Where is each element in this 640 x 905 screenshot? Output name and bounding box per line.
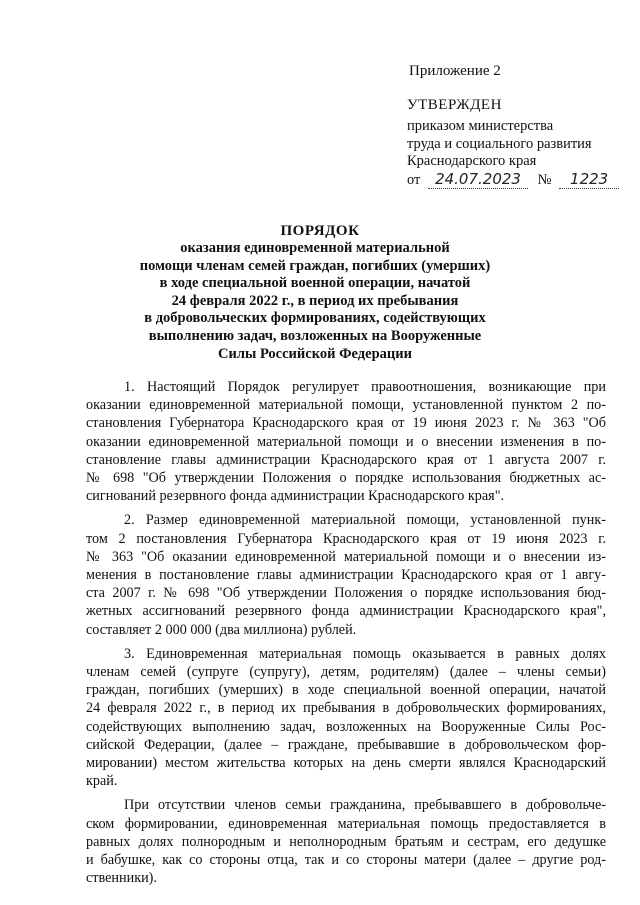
text-line: сигнований резервного фонда администрации Краснодарского края". [86,488,505,505]
text-line: жетных ассигнований резервного фонда администрации Краснодарского края", [86,603,606,620]
subtitle-line: 24 февраля 2022 г., в период их пребывания [171,292,459,309]
text-line: № 363 "Об оказании единовременной материальной помощи и о внесении из- [86,548,606,565]
text-line: равных долях полнородным и неполнородным братьям и сестрам, его дедушке [86,833,606,850]
paragraph-2 [86,511,606,638]
approved-line: труда и социального развития [407,135,592,152]
subtitle-line: выполнению задач, возложенных на Вооруженные [148,327,482,344]
text-line: 24 февраля 2022 г., в период их пребывания в добровольческих формированиях, [86,700,606,717]
text-line: ском формировании, единовременная материальная помощь предоставляется в [86,815,606,832]
text-line: ственники). [86,870,157,887]
handwritten-number: 1223 [559,170,619,189]
text-line: При отсутствии членов семьи гражданина, пребывавшего в добровольче- [124,797,606,814]
text-line: становления Губернатора Краснодарского края от 19 июня 2023 г. № 363 "Об [86,415,606,432]
document-subtitle [130,240,500,363]
subtitle-line: в ходе специальной военной операции, начатой [159,275,471,292]
text-line: сийской Федерации, (далее – граждане, пребывавшие в добровольческом фор- [86,736,606,753]
paragraph-1 [86,378,606,505]
text-line: становление главы администрации Краснодарского края от 1 августа 2007 г. [86,451,606,468]
handwritten-date: 24.07.2023 [428,170,528,189]
approved-line: Краснодарского края [407,153,537,169]
text-line: 1. Настоящий Порядок регулирует правоотношения, возникающие при [124,379,606,395]
subtitle-line: помощи членам семей граждан, погибших (умерших) [139,257,491,274]
text-line: край. [86,773,118,790]
text-line: и бабушке, как со стороны отца, так и со стороны матери (далее – другие род- [86,852,606,869]
text-line: мировании) местом жительства которых на день смерти являлся Краснодарский [86,755,606,772]
text-line: членам семей (супруге (супругу), детям, родителям) (далее – члены семьи) [86,664,606,681]
text-line: оказании единовременной материальной помощи и о внесении изменения в по- [86,433,606,450]
order-date-line [407,170,619,189]
text-line: ста 2007 г. № 698 "Об утверждении Положения о порядке использования бюд- [86,585,606,602]
subtitle-line: в добровольческих формированиях, содействующих [144,310,486,327]
appendix-label: Приложение 2 [409,63,501,79]
subtitle-line: Силы Российской Федерации [218,345,412,362]
subtitle-line: оказания единовременной материальной [180,240,450,256]
text-line: 3. Единовременная материальная помощь оказывается в равных долях [124,645,606,662]
document-body [86,378,606,893]
text-line: граждан, погибших (умерших) в ходе специальной военной операции, начатой [86,682,606,699]
text-line: № 698 "Об утверждении Положения о порядке использования бюджетных ас- [86,470,606,487]
text-line: составляет 2 000 000 (два миллиона) рублей. [86,621,357,638]
approved-by-block [407,118,627,171]
paragraph-3 [86,645,606,791]
text-line: том 2 постановления Губернатора Краснодарского края от 19 июня 2023 г. [86,530,606,547]
text-line: содействующих выполнению задач, возложенных на Вооруженные Силы Рос- [86,718,606,735]
date-prefix: от [407,172,421,188]
paragraph-4 [86,796,606,887]
approved-stamp-title: УТВЕРЖДЕН [407,97,502,113]
text-line: оказании единовременной материальной помощи, установленной пунктом 2 по- [86,397,606,414]
text-line: менения в постановление главы администрации Краснодарского края от 1 авгу- [86,567,606,584]
document-title: ПОРЯДОК [280,223,360,239]
approved-line: приказом министерства [407,118,554,134]
text-line: 2. Размер единовременной материальной помощи, установленной пунк- [124,512,606,529]
number-sign: № [537,172,552,188]
